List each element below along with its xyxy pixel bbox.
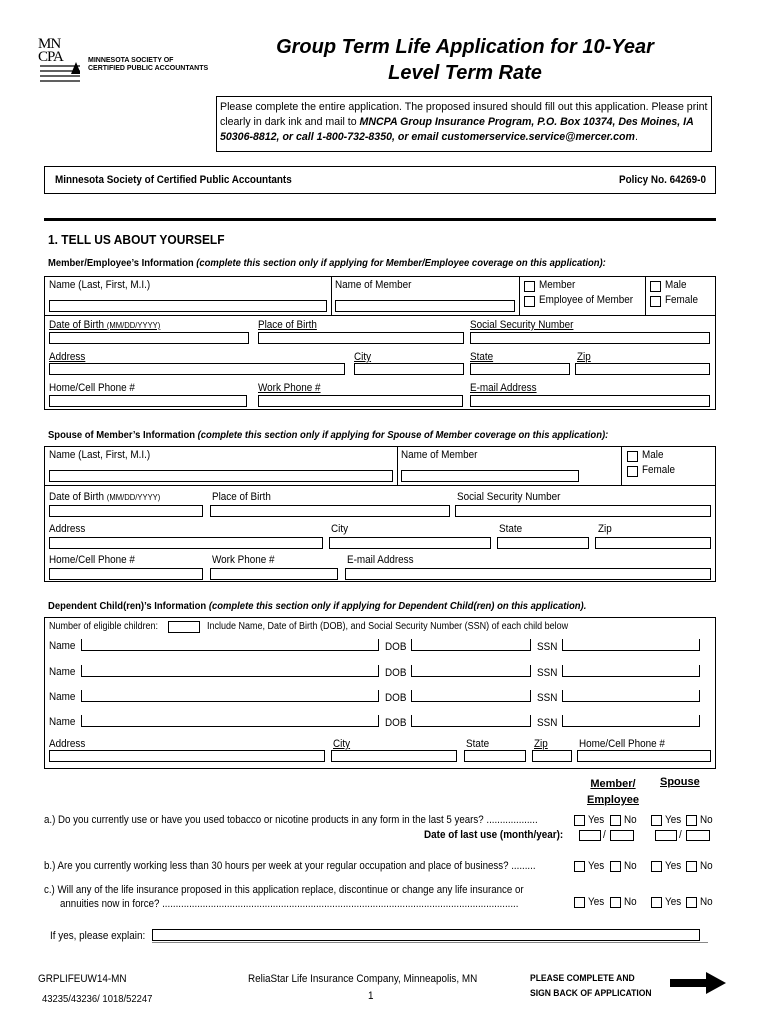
- spouse-home-phone-input[interactable]: [49, 568, 203, 580]
- spouse-zip-label: Zip: [598, 523, 612, 535]
- member-female-label: Female: [665, 294, 699, 306]
- qc-member-no-checkbox[interactable]: [610, 897, 621, 908]
- qa-member-yes-checkbox[interactable]: [574, 815, 585, 826]
- spouse-dob-input[interactable]: [49, 505, 203, 517]
- member-email-label: E-mail Address: [470, 382, 537, 394]
- child-dob-input[interactable]: [411, 665, 531, 677]
- children-home-phone-label: Home/Cell Phone #: [579, 738, 665, 750]
- spouse-male-checkbox[interactable]: [627, 451, 638, 462]
- no-label: No: [624, 814, 637, 826]
- member-zip-input[interactable]: [575, 363, 710, 375]
- yes-label: Yes: [665, 814, 682, 826]
- spouse-dob-text: Date of Birth: [49, 491, 107, 503]
- member-name-label: Name (Last, First, M.I.): [49, 279, 151, 291]
- qa-member-year-input[interactable]: [610, 830, 634, 841]
- member-name-of-member-input[interactable]: [335, 300, 515, 312]
- member-address-label: Address: [49, 351, 86, 363]
- member-dob-format: (MM/DD/YYYY): [106, 320, 161, 330]
- member-heading: [48, 257, 606, 269]
- policy-bar: [44, 166, 716, 194]
- child-dob-label: DOB: [385, 667, 407, 679]
- member-city-input[interactable]: [354, 363, 464, 375]
- child-ssn-input[interactable]: [562, 639, 700, 651]
- child-ssn-input[interactable]: [562, 665, 700, 677]
- question-a: a.) Do you currently use or have you used tobacco or nicotine products in any form in the last 5 years? ...................: [44, 814, 538, 826]
- member-dob-text: Date of Birth: [49, 319, 107, 331]
- member-name-of-member-label: Name of Member: [335, 279, 412, 291]
- member-type-employee-label: Employee of Member: [539, 294, 634, 306]
- children-state-input[interactable]: [464, 750, 526, 762]
- member-dob-label: [49, 319, 160, 331]
- spouse-name-of-member-label: Name of Member: [401, 449, 478, 461]
- child-name-label: Name: [49, 640, 76, 652]
- spouse-city-input[interactable]: [329, 537, 491, 549]
- org-name: Minnesota Society of Certified Public Accountants: [55, 174, 292, 186]
- spouse-state-input[interactable]: [497, 537, 589, 549]
- spouse-address-input[interactable]: [49, 537, 323, 549]
- children-zip-input[interactable]: [532, 750, 572, 762]
- no-label: No: [700, 814, 713, 826]
- child-name-input[interactable]: [81, 715, 379, 727]
- spouse-dob-format: (MM/DD/YYYY): [106, 492, 161, 502]
- child-dob-input[interactable]: [411, 639, 531, 651]
- children-city-label: City: [333, 738, 351, 750]
- child-name-input[interactable]: [81, 690, 379, 702]
- child-ssn-label: SSN: [537, 717, 558, 729]
- child-dob-input[interactable]: [411, 690, 531, 702]
- child-dob-input[interactable]: [411, 715, 531, 727]
- child-ssn-label: SSN: [537, 641, 558, 653]
- complete-note-line2: SIGN BACK OF APPLICATION: [530, 988, 652, 999]
- instructions-end: .: [634, 131, 638, 143]
- instructions-contact: MNCPA Group Insurance Program, P.O. Box 10374, Des Moines, IA 50306-8812, or call 1-800-732-8350, or email customerservice.service@mercer.com: [220, 116, 694, 143]
- spouse-heading-text: Spouse of Member’s Information: [48, 429, 198, 441]
- spouse-heading-note: (complete this section only if applying for Spouse of Member coverage on this application):: [197, 429, 609, 441]
- page-number: 1: [368, 990, 374, 1002]
- spouse-pob-label: Place of Birth: [212, 491, 271, 503]
- title-line1: Group Term Life Application for 10-Year: [276, 36, 654, 58]
- qa-spouse-no-checkbox[interactable]: [686, 815, 697, 826]
- children-address-label: Address: [49, 738, 86, 750]
- member-work-phone-label: Work Phone #: [258, 382, 321, 394]
- spouse-email-label: E-mail Address: [347, 554, 414, 566]
- member-zip-label: Zip: [577, 351, 591, 363]
- children-home-phone-input[interactable]: [577, 750, 711, 762]
- qa-member-no-checkbox[interactable]: [610, 815, 621, 826]
- member-type-member-checkbox[interactable]: [524, 281, 535, 292]
- spouse-ssn-label: Social Security Number: [457, 491, 561, 503]
- date-slash: /: [679, 829, 682, 841]
- company-name: ReliaStar Life Insurance Company, Minneapolis, MN: [248, 973, 478, 985]
- question-c-line2: annuities now in force? ....................................................................................................................................: [60, 898, 519, 910]
- children-heading-text: Dependent Child(ren)’s Information: [48, 600, 209, 612]
- column-header-member: Member/ Employee: [587, 778, 639, 806]
- spouse-male-label: Male: [642, 449, 664, 461]
- member-female-checkbox[interactable]: [650, 296, 661, 307]
- member-dob-input[interactable]: [49, 332, 249, 344]
- no-label: No: [624, 860, 637, 872]
- no-label: No: [700, 860, 713, 872]
- explain-underline: [152, 942, 708, 943]
- qc-member-yes-checkbox[interactable]: [574, 897, 585, 908]
- qa-spouse-month-input[interactable]: [655, 830, 677, 841]
- spouse-state-label: State: [499, 523, 523, 535]
- instructions-text: Please complete the entire application. The proposed insured should fill out this application. Please print clearly in dark ink and mail to: [220, 101, 708, 128]
- spouse-email-input[interactable]: [345, 568, 711, 580]
- section-divider: [44, 218, 716, 221]
- no-label: No: [700, 896, 713, 908]
- page-title: [215, 34, 715, 86]
- spouse-city-label: City: [331, 523, 349, 535]
- member-ssn-label: Social Security Number: [470, 319, 574, 331]
- spouse-ssn-input[interactable]: [455, 505, 711, 517]
- yes-label: Yes: [588, 896, 605, 908]
- member-work-phone-input[interactable]: [258, 395, 463, 407]
- member-type-employee-checkbox[interactable]: [524, 296, 535, 307]
- form-codes: 43235/43236/ 1018/52247: [42, 993, 153, 1005]
- children-city-input[interactable]: [331, 750, 457, 762]
- member-heading-note: (complete this section only if applying for Member/Employee coverage on this application):: [196, 257, 606, 269]
- eligible-children-input[interactable]: [168, 621, 200, 633]
- spouse-name-label: Name (Last, First, M.I.): [49, 449, 151, 461]
- children-include-note: Include Name, Date of Birth (DOB), and Social Security Number (SSN) of each child below: [207, 621, 569, 632]
- spouse-home-phone-label: Home/Cell Phone #: [49, 554, 135, 566]
- children-zip-label: Zip: [534, 738, 548, 750]
- spouse-pob-input[interactable]: [210, 505, 450, 517]
- children-address-input[interactable]: [49, 750, 325, 762]
- section1-heading: 1. TELL US ABOUT YOURSELF: [48, 232, 225, 247]
- spouse-heading: [48, 429, 608, 441]
- child-ssn-label: SSN: [537, 667, 558, 679]
- qa-spouse-year-input[interactable]: [686, 830, 710, 841]
- spouse-name-input[interactable]: [49, 470, 393, 482]
- member-pob-label: Place of Birth: [258, 319, 317, 331]
- member-state-label: State: [470, 351, 494, 363]
- children-state-label: State: [466, 738, 490, 750]
- last-use-label: Date of last use (month/year):: [424, 829, 564, 841]
- member-home-phone-label: Home/Cell Phone #: [49, 382, 135, 394]
- eligible-children-label: Number of eligible children:: [49, 621, 159, 632]
- tree-icon: [40, 62, 80, 84]
- member-type-member-label: Member: [539, 279, 576, 291]
- no-label: No: [624, 896, 637, 908]
- member-ssn-input[interactable]: [470, 332, 710, 344]
- member-email-input[interactable]: [470, 395, 710, 407]
- member-state-input[interactable]: [470, 363, 570, 375]
- explain-label: If yes, please explain:: [50, 930, 146, 942]
- form-number: GRPLIFEUW14-MN: [38, 973, 127, 985]
- date-slash: /: [603, 829, 606, 841]
- arrow-right-icon: [670, 972, 726, 994]
- member-pob-input[interactable]: [258, 332, 464, 344]
- qb-spouse-yes-checkbox[interactable]: [651, 861, 662, 872]
- member-male-checkbox[interactable]: [650, 281, 661, 292]
- qc-spouse-yes-checkbox[interactable]: [651, 897, 662, 908]
- instructions-box: [216, 96, 712, 152]
- spouse-dob-label: [49, 491, 160, 503]
- logo-line1: MINNESOTA SOCIETY OF: [88, 57, 174, 64]
- yes-label: Yes: [665, 860, 682, 872]
- member-address-input[interactable]: [49, 363, 345, 375]
- member-heading-text: Member/Employee’s Information: [48, 257, 197, 269]
- spouse-zip-input[interactable]: [595, 537, 711, 549]
- spouse-work-phone-input[interactable]: [210, 568, 338, 580]
- yes-label: Yes: [665, 896, 682, 908]
- qa-spouse-yes-checkbox[interactable]: [651, 815, 662, 826]
- logo: [38, 38, 208, 84]
- child-name-label: Name: [49, 691, 76, 703]
- member-home-phone-input[interactable]: [49, 395, 247, 407]
- child-ssn-input[interactable]: [562, 715, 700, 727]
- spouse-name-of-member-input[interactable]: [401, 470, 579, 482]
- qb-member-yes-checkbox[interactable]: [574, 861, 585, 872]
- child-ssn-input[interactable]: [562, 690, 700, 702]
- qc-spouse-no-checkbox[interactable]: [686, 897, 697, 908]
- question-b: b.) Are you currently working less than 30 hours per week at your regular occupation and place of business? .........: [44, 860, 536, 872]
- child-name-input[interactable]: [81, 639, 379, 651]
- logo-letters: MN CPA: [38, 36, 63, 65]
- qa-member-month-input[interactable]: [579, 830, 601, 841]
- qb-member-no-checkbox[interactable]: [610, 861, 621, 872]
- column-header-spouse: Spouse: [660, 776, 700, 788]
- children-heading-note: (complete this section only if applying for Dependent Child(ren) on this application).: [208, 600, 587, 612]
- spouse-female-checkbox[interactable]: [627, 466, 638, 477]
- member-city-label: City: [354, 351, 372, 363]
- child-dob-label: DOB: [385, 641, 407, 653]
- spouse-female-label: Female: [642, 464, 676, 476]
- child-dob-label: DOB: [385, 717, 407, 729]
- children-form: [44, 617, 716, 769]
- qb-spouse-no-checkbox[interactable]: [686, 861, 697, 872]
- yes-label: Yes: [588, 860, 605, 872]
- member-name-input[interactable]: [49, 300, 327, 312]
- spouse-address-label: Address: [49, 523, 86, 535]
- child-name-label: Name: [49, 716, 76, 728]
- member-male-label: Male: [665, 279, 687, 291]
- complete-note-line1: PLEASE COMPLETE AND: [530, 973, 635, 984]
- member-form: [44, 276, 716, 410]
- child-dob-label: DOB: [385, 692, 407, 704]
- children-heading: [48, 600, 586, 612]
- explain-input[interactable]: [152, 929, 700, 941]
- child-ssn-label: SSN: [537, 692, 558, 704]
- spouse-form: [44, 446, 716, 582]
- child-name-label: Name: [49, 666, 76, 678]
- question-c-line1: c.) Will any of the life insurance proposed in this application replace, discontinue or change any life insurance or: [44, 884, 524, 896]
- yes-label: Yes: [588, 814, 605, 826]
- policy-number: Policy No. 64269-0: [619, 174, 706, 186]
- title-line2: Level Term Rate: [388, 62, 542, 84]
- logo-line2: CERTIFIED PUBLIC ACCOUNTANTS: [88, 65, 209, 72]
- spouse-work-phone-label: Work Phone #: [212, 554, 275, 566]
- child-name-input[interactable]: [81, 665, 379, 677]
